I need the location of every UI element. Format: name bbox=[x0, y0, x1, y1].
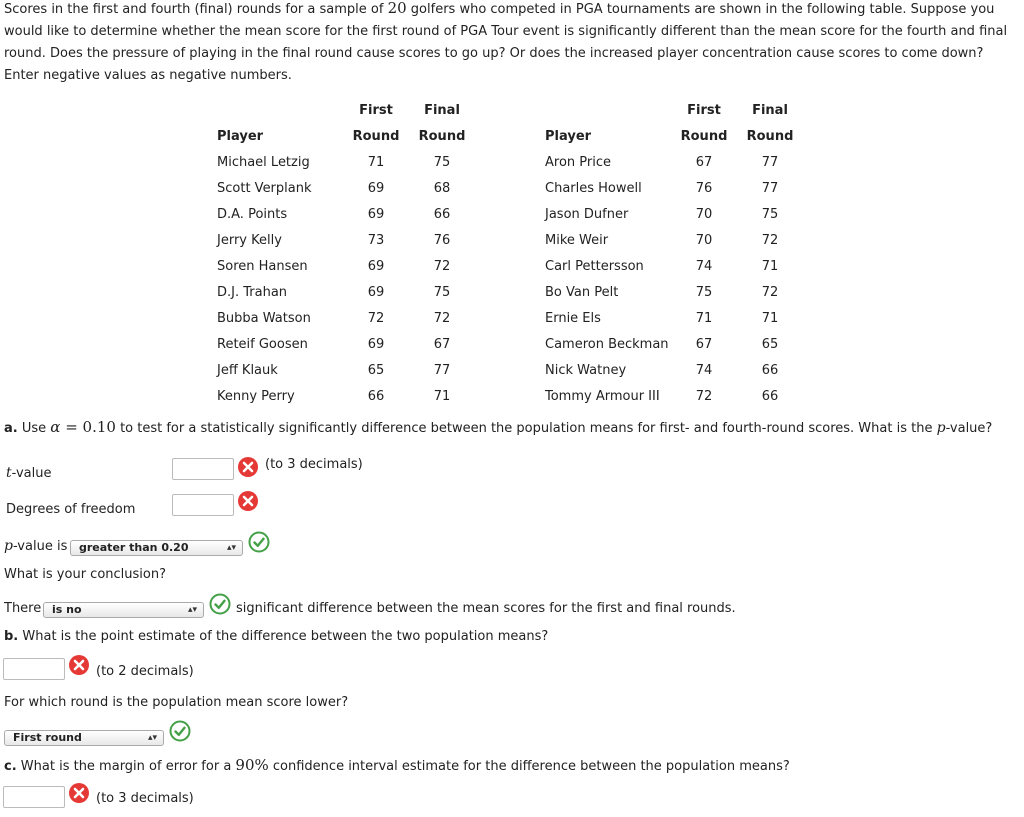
up-down-arrows-icon: ▴▾ bbox=[187, 605, 197, 615]
p-value-select[interactable]: greater than 0.20 ▴▾ bbox=[70, 540, 243, 556]
player-name: Nick Watney bbox=[545, 363, 627, 378]
player-name: Mike Weir bbox=[545, 233, 609, 248]
first-round-score: 66 bbox=[367, 389, 385, 404]
first-round-score: 70 bbox=[695, 233, 713, 248]
final-round-score: 72 bbox=[433, 311, 451, 326]
part-c-question: c. What is the margin of error for a 90% confidence interval estimate for the difference between the population means? bbox=[4, 756, 790, 774]
check-circle-icon bbox=[248, 531, 270, 553]
x-circle-icon bbox=[237, 490, 259, 512]
final-round-score: 72 bbox=[761, 233, 779, 248]
final-round-score: 65 bbox=[761, 337, 779, 352]
first-round-score: 72 bbox=[367, 311, 385, 326]
final-round-score: 67 bbox=[433, 337, 451, 352]
df-label: Degrees of freedom bbox=[6, 502, 136, 517]
header-player-right: Player bbox=[545, 129, 592, 144]
up-down-arrows-icon: ▴▾ bbox=[147, 733, 157, 743]
point-estimate-input[interactable] bbox=[3, 658, 65, 680]
player-name: Kenny Perry bbox=[217, 389, 295, 404]
final-round-score: 71 bbox=[761, 259, 779, 274]
t-value-input[interactable] bbox=[172, 458, 234, 480]
final-round-score: 71 bbox=[761, 311, 779, 326]
player-name: Soren Hansen bbox=[217, 259, 308, 274]
player-name: Cameron Beckman bbox=[545, 337, 669, 352]
first-round-score: 69 bbox=[367, 259, 385, 274]
there-label: There bbox=[4, 601, 42, 616]
x-circle-icon bbox=[68, 654, 90, 676]
conclusion-select[interactable]: is no ▴▾ bbox=[43, 602, 204, 618]
first-round-score: 67 bbox=[695, 337, 713, 352]
player-name: Bubba Watson bbox=[217, 311, 311, 326]
first-round-score: 69 bbox=[367, 285, 385, 300]
player-name: Reteif Goosen bbox=[217, 337, 308, 352]
check-circle-icon bbox=[169, 720, 191, 742]
margin-of-error-input[interactable] bbox=[3, 786, 65, 808]
part-b-question: b. What is the point estimate of the difference between the two population means? bbox=[4, 629, 549, 644]
conclusion-text: significant difference between the mean scores for the first and final rounds. bbox=[236, 601, 736, 616]
player-name: Tommy Armour III bbox=[545, 389, 660, 404]
first-round-score: 72 bbox=[695, 389, 713, 404]
player-name: Michael Letzig bbox=[217, 155, 310, 170]
first-round-score: 75 bbox=[695, 285, 713, 300]
final-round-score: 66 bbox=[761, 389, 779, 404]
header-player-left: Player bbox=[217, 129, 264, 144]
final-round-score: 75 bbox=[433, 155, 451, 170]
first-round-score: 70 bbox=[695, 207, 713, 222]
point-estimate-note: (to 2 decimals) bbox=[96, 664, 194, 679]
header-first-top-left: First bbox=[359, 103, 393, 118]
player-name: Jeff Klauk bbox=[217, 363, 278, 378]
first-round-score: 69 bbox=[367, 181, 385, 196]
first-round-score: 76 bbox=[695, 181, 713, 196]
problem-intro: Scores in the first and fourth (final) rounds for a sample of 20 golfers who competed in PGA tournaments are shown in the following table. Suppose you would like to determine whether the mean score for the first round of PGA Tour event is significantly different than the mean score for the fourth and final round. Does the pressure of playing in the final round cause scores to go up? Or does the increased player concentration cause scores to come down? Enter negative values as negative numbers. bbox=[4, 0, 1008, 83]
final-round-score: 76 bbox=[433, 233, 451, 248]
player-name: Ernie Els bbox=[545, 311, 601, 326]
player-name: Jason Dufner bbox=[545, 207, 629, 222]
t-value-label: t-value bbox=[6, 465, 52, 481]
player-name: Carl Pettersson bbox=[545, 259, 644, 274]
player-name: Aron Price bbox=[545, 155, 611, 170]
header-final-top-right: Final bbox=[752, 103, 788, 118]
final-round-score: 66 bbox=[761, 363, 779, 378]
first-round-score: 71 bbox=[367, 155, 385, 170]
lower-round-select[interactable]: First round ▴▾ bbox=[4, 730, 164, 746]
check-circle-icon bbox=[209, 593, 231, 615]
final-round-score: 75 bbox=[433, 285, 451, 300]
player-name: D.J. Trahan bbox=[217, 285, 288, 300]
p-value-label: p-value is bbox=[4, 538, 68, 554]
final-round-score: 72 bbox=[761, 285, 779, 300]
player-name: Bo Van Pelt bbox=[545, 285, 619, 300]
final-round-score: 77 bbox=[761, 155, 779, 170]
first-round-score: 74 bbox=[695, 363, 713, 378]
player-name: Jerry Kelly bbox=[217, 233, 282, 248]
first-round-score: 69 bbox=[367, 337, 385, 352]
header-first-bottom-left: Round bbox=[352, 129, 400, 144]
up-down-arrows-icon: ▴▾ bbox=[226, 543, 236, 553]
final-round-score: 66 bbox=[433, 207, 451, 222]
player-name: Scott Verplank bbox=[217, 181, 312, 196]
final-round-score: 77 bbox=[761, 181, 779, 196]
header-first-top-right: First bbox=[687, 103, 721, 118]
lower-round-question: For which round is the population mean score lower? bbox=[4, 695, 349, 710]
first-round-score: 73 bbox=[367, 233, 385, 248]
df-input[interactable] bbox=[172, 494, 234, 516]
player-name: Charles Howell bbox=[545, 181, 642, 196]
first-round-score: 65 bbox=[367, 363, 385, 378]
first-round-score: 71 bbox=[695, 311, 713, 326]
final-round-score: 77 bbox=[433, 363, 451, 378]
part-a-question: a. Use α = 0.10 to test for a statistically significantly difference between the population means for first- and fourth-round scores. What is the p-value? bbox=[4, 418, 993, 436]
header-first-bottom-right: Round bbox=[680, 129, 728, 144]
conclusion-question: What is your conclusion? bbox=[4, 567, 166, 582]
final-round-score: 72 bbox=[433, 259, 451, 274]
first-round-score: 69 bbox=[367, 207, 385, 222]
header-final-top-left: Final bbox=[424, 103, 460, 118]
player-name: D.A. Points bbox=[217, 207, 288, 222]
header-final-bottom-right: Round bbox=[746, 129, 794, 144]
x-circle-icon bbox=[237, 456, 259, 478]
first-round-score: 67 bbox=[695, 155, 713, 170]
t-value-note: (to 3 decimals) bbox=[265, 457, 363, 472]
first-round-score: 74 bbox=[695, 259, 713, 274]
final-round-score: 75 bbox=[761, 207, 779, 222]
header-final-bottom-left: Round bbox=[418, 129, 466, 144]
sample-size: 20 bbox=[387, 0, 407, 17]
x-circle-icon bbox=[68, 782, 90, 804]
final-round-score: 68 bbox=[433, 181, 451, 196]
final-round-score: 71 bbox=[433, 389, 451, 404]
margin-of-error-note: (to 3 decimals) bbox=[96, 791, 194, 806]
